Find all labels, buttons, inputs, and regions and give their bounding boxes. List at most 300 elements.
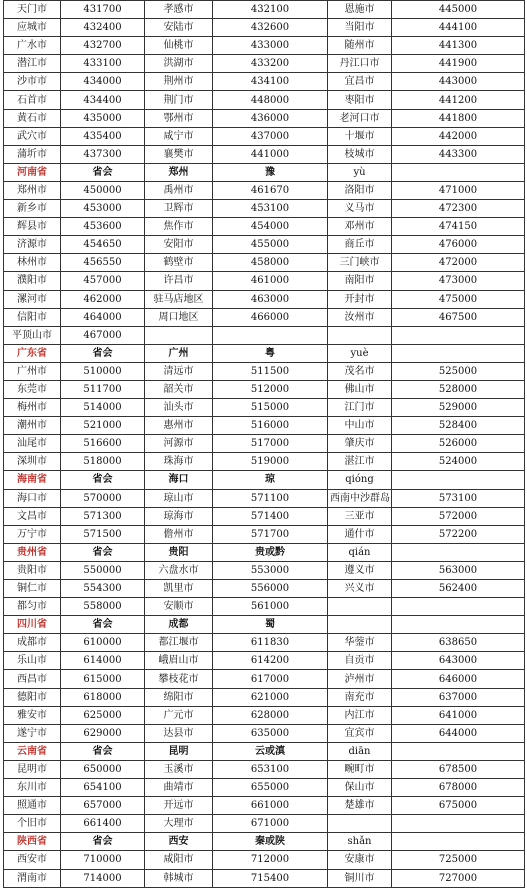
city-name-cell: 凯里市 (145, 580, 213, 598)
province-name: 广东省 (4, 344, 61, 362)
capital-city: 成都 (145, 616, 213, 634)
postal-code-cell: 678000 (392, 779, 525, 797)
postal-code-cell: 516000 (213, 417, 328, 435)
postal-code-cell: 433200 (213, 55, 328, 73)
table-row (4, 453, 525, 471)
table-row (4, 200, 525, 218)
table-row (4, 525, 525, 543)
empty-cell (392, 616, 525, 634)
city-name-cell: 六盘水市 (145, 561, 213, 579)
postal-code-cell: 657000 (61, 797, 145, 815)
table-row (4, 73, 525, 91)
postal-code-cell: 454650 (61, 236, 145, 254)
postal-code-cell: 445000 (392, 1, 525, 19)
city-name-cell: 卫辉市 (145, 200, 213, 218)
postal-code-cell: 610000 (61, 634, 145, 652)
postal-code-cell: 472300 (392, 200, 525, 218)
city-name-cell: 佛山市 (328, 380, 392, 398)
postal-code-cell: 435000 (61, 109, 145, 127)
abbreviation-pinyin (328, 616, 392, 634)
table-row (4, 308, 525, 326)
abbreviation-pinyin: qióng (328, 471, 392, 489)
postal-code-cell: 458000 (213, 254, 328, 272)
city-name-cell: 信阳市 (4, 308, 61, 326)
city-name-cell: 曲靖市 (145, 779, 213, 797)
table-row (4, 181, 525, 199)
city-name-cell: 潜江市 (4, 55, 61, 73)
city-name-cell: 义马市 (328, 200, 392, 218)
city-name-cell: 大理市 (145, 815, 213, 833)
city-name-cell: 乐山市 (4, 652, 61, 670)
postal-code-cell: 618000 (61, 688, 145, 706)
postal-code-cell: 437000 (213, 127, 328, 145)
postal-code-cell: 437300 (61, 145, 145, 163)
postal-code-cell: 528000 (392, 380, 525, 398)
table-row (4, 37, 525, 55)
table-row (4, 272, 525, 290)
table-row (4, 290, 525, 308)
postal-code-cell: 715400 (213, 869, 328, 887)
postal-code-cell: 432100 (213, 1, 328, 19)
postal-code-cell: 473000 (392, 272, 525, 290)
postal-code-cell: 573100 (392, 489, 525, 507)
province-header-row (4, 344, 525, 362)
city-name-cell: 个旧市 (4, 815, 61, 833)
postal-code-cell: 441800 (392, 109, 525, 127)
city-name-cell: 琼山市 (145, 489, 213, 507)
city-name-cell: 铜仁市 (4, 580, 61, 598)
province-abbreviation: 粤 (213, 344, 328, 362)
city-name-cell: 绵阳市 (145, 688, 213, 706)
table-row (4, 869, 525, 887)
city-name-cell: 开远市 (145, 797, 213, 815)
postal-code-cell: 475000 (392, 290, 525, 308)
province-header-row (4, 543, 525, 561)
city-name-cell: 天门市 (4, 1, 61, 19)
city-name-cell: 恩施市 (328, 1, 392, 19)
capital-city: 郑州 (145, 163, 213, 181)
table-row (4, 851, 525, 869)
city-name-cell: 清远市 (145, 362, 213, 380)
postal-code-cell: 453600 (61, 218, 145, 236)
table-row (4, 797, 525, 815)
postal-code-cell: 638650 (392, 634, 525, 652)
city-name-cell: 禹州市 (145, 181, 213, 199)
table-row (4, 55, 525, 73)
table-row (4, 507, 525, 525)
city-name-cell: 黄石市 (4, 109, 61, 127)
postal-code-cell: 671000 (213, 815, 328, 833)
table-row (4, 362, 525, 380)
city-name-cell: 峨眉山市 (145, 652, 213, 670)
capital-label: 省会 (61, 616, 145, 634)
table-row (4, 127, 525, 145)
postal-code-cell: 561000 (213, 598, 328, 616)
table-row (4, 634, 525, 652)
postal-code-cell: 443000 (392, 73, 525, 91)
city-name-cell: 枝城市 (328, 145, 392, 163)
city-name-cell: 玉溪市 (145, 760, 213, 778)
city-name-cell: 昆明市 (4, 760, 61, 778)
capital-city: 海口 (145, 471, 213, 489)
postal-code-cell: 571400 (213, 507, 328, 525)
city-name-cell: 丹江口市 (328, 55, 392, 73)
city-name-cell: 济源市 (4, 236, 61, 254)
postal-code-cell: 628000 (213, 706, 328, 724)
postal-code-cell: 641000 (392, 706, 525, 724)
city-name-cell: 许昌市 (145, 272, 213, 290)
table-row (4, 670, 525, 688)
postal-code-cell: 570000 (61, 489, 145, 507)
postal-code-cell: 675000 (392, 797, 525, 815)
postal-code-cell: 572200 (392, 525, 525, 543)
postal-code-cell: 653100 (213, 760, 328, 778)
postal-code-cell (213, 326, 328, 344)
city-name-cell: 珠海市 (145, 453, 213, 471)
postal-code-cell: 455000 (213, 236, 328, 254)
postal-code-cell: 646000 (392, 670, 525, 688)
postal-code-cell: 433000 (213, 37, 328, 55)
postal-code-cell: 476000 (392, 236, 525, 254)
postal-code-cell: 453000 (61, 200, 145, 218)
postal-code-cell: 572000 (392, 507, 525, 525)
city-name-cell: 西安市 (4, 851, 61, 869)
province-header-row (4, 833, 525, 851)
postal-code-cell: 461670 (213, 181, 328, 199)
city-name-cell: 江门市 (328, 399, 392, 417)
empty-cell (392, 163, 525, 181)
city-name-cell: 三亚市 (328, 507, 392, 525)
city-name-cell: 万宁市 (4, 525, 61, 543)
postal-code-cell: 457000 (61, 272, 145, 290)
city-name-cell: 咸宁市 (145, 127, 213, 145)
postal-code-cell: 441200 (392, 91, 525, 109)
city-name-cell: 潮州市 (4, 417, 61, 435)
table-row (4, 724, 525, 742)
province-header-row (4, 742, 525, 760)
postal-code-cell: 512000 (213, 380, 328, 398)
city-name-cell: 鄂州市 (145, 109, 213, 127)
empty-cell (392, 344, 525, 362)
province-name: 陕西省 (4, 833, 61, 851)
table-row (4, 399, 525, 417)
table-row (4, 91, 525, 109)
city-name-cell: 洛阳市 (328, 181, 392, 199)
city-name-cell: 应城市 (4, 19, 61, 37)
city-name-cell: 焦作市 (145, 218, 213, 236)
table-row (4, 145, 525, 163)
table-row (4, 19, 525, 37)
city-name-cell: 都江堰市 (145, 634, 213, 652)
city-name-cell: 达县市 (145, 724, 213, 742)
city-name-cell: 肇庆市 (328, 435, 392, 453)
table-row (4, 652, 525, 670)
city-name-cell: 茂名市 (328, 362, 392, 380)
city-name-cell: 石首市 (4, 91, 61, 109)
postal-code-cell: 441300 (392, 37, 525, 55)
city-name-cell: 驻马店地区 (145, 290, 213, 308)
postal-code-cell: 661000 (213, 797, 328, 815)
city-name-cell: 荆州市 (145, 73, 213, 91)
city-name-cell: 西昌市 (4, 670, 61, 688)
city-name-cell: 洪湖市 (145, 55, 213, 73)
city-name-cell: 南阳市 (328, 272, 392, 290)
postal-code-cell: 436000 (213, 109, 328, 127)
postal-code-cell: 511700 (61, 380, 145, 398)
postal-code-cell: 443300 (392, 145, 525, 163)
empty-cell (392, 833, 525, 851)
city-name-cell: 泸州市 (328, 670, 392, 688)
postal-code-cell: 462000 (61, 290, 145, 308)
postal-code-cell: 467000 (61, 326, 145, 344)
postal-code-cell: 529000 (392, 399, 525, 417)
city-name-cell (328, 326, 392, 344)
postal-code-cell: 432400 (61, 19, 145, 37)
city-name-cell: 枣阳市 (328, 91, 392, 109)
postal-code-cell: 432600 (213, 19, 328, 37)
postal-code-cell: 464000 (61, 308, 145, 326)
city-name-cell (328, 815, 392, 833)
city-name-cell: 安康市 (328, 851, 392, 869)
city-name-cell: 照通市 (4, 797, 61, 815)
abbreviation-pinyin: shǎn (328, 833, 392, 851)
city-name-cell: 襄樊市 (145, 145, 213, 163)
table-row (4, 1, 525, 19)
postal-code-cell: 571700 (213, 525, 328, 543)
city-name-cell: 安阳市 (145, 236, 213, 254)
postal-code-cell (392, 326, 525, 344)
postal-code-cell: 655000 (213, 779, 328, 797)
city-name-cell: 通什市 (328, 525, 392, 543)
postal-code-cell: 615000 (61, 670, 145, 688)
table-row (4, 380, 525, 398)
city-name-cell: 邓州市 (328, 218, 392, 236)
postal-code-cell: 510000 (61, 362, 145, 380)
city-name-cell: 宜宾市 (328, 724, 392, 742)
postal-code-cell: 514000 (61, 399, 145, 417)
postal-code-cell: 456550 (61, 254, 145, 272)
postal-code-cell: 521000 (61, 417, 145, 435)
city-name-cell: 广水市 (4, 37, 61, 55)
city-name-cell: 雅安市 (4, 706, 61, 724)
province-header-row (4, 616, 525, 634)
city-name-cell: 梅州市 (4, 399, 61, 417)
city-name-cell: 汕尾市 (4, 435, 61, 453)
empty-cell (392, 471, 525, 489)
postal-code-cell: 432700 (61, 37, 145, 55)
postal-code-cell: 511500 (213, 362, 328, 380)
postal-code-cell: 528400 (392, 417, 525, 435)
postal-code-cell: 474150 (392, 218, 525, 236)
city-name-cell: 十堰市 (328, 127, 392, 145)
table-row (4, 598, 525, 616)
postal-code-cell: 524000 (392, 453, 525, 471)
empty-cell (392, 742, 525, 760)
city-name-cell: 内江市 (328, 706, 392, 724)
postal-code-cell: 442000 (392, 127, 525, 145)
city-name-cell: 新乡市 (4, 200, 61, 218)
abbreviation-pinyin: qián (328, 543, 392, 561)
city-name-cell: 韩城市 (145, 869, 213, 887)
postal-code-cell: 450000 (61, 181, 145, 199)
postal-code-cell: 710000 (61, 851, 145, 869)
abbreviation-pinyin: yuè (328, 344, 392, 362)
city-name-cell: 兴义市 (328, 580, 392, 598)
province-header-row (4, 163, 525, 181)
city-name-cell: 汝州市 (328, 308, 392, 326)
table-body (4, 1, 525, 888)
city-name-cell: 孝感市 (145, 1, 213, 19)
postal-code-cell: 727000 (392, 869, 525, 887)
city-name-cell: 开封市 (328, 290, 392, 308)
postal-code-cell: 617000 (213, 670, 328, 688)
city-name-cell: 儋州市 (145, 525, 213, 543)
table-row (4, 779, 525, 797)
city-name-cell: 河源市 (145, 435, 213, 453)
postal-code-cell: 461000 (213, 272, 328, 290)
city-name-cell: 安陆市 (145, 19, 213, 37)
postal-code-cell: 556000 (213, 580, 328, 598)
table-row (4, 815, 525, 833)
postal-code-cell: 571500 (61, 525, 145, 543)
city-name-cell: 海口市 (4, 489, 61, 507)
capital-label: 省会 (61, 833, 145, 851)
postal-code-cell: 515000 (213, 399, 328, 417)
postal-code-cell: 712000 (213, 851, 328, 869)
city-name-cell: 自贡市 (328, 652, 392, 670)
city-name-cell: 老河口市 (328, 109, 392, 127)
capital-city: 广州 (145, 344, 213, 362)
postal-code-cell: 433100 (61, 55, 145, 73)
city-name-cell: 湛江市 (328, 453, 392, 471)
postal-code-cell: 466000 (213, 308, 328, 326)
table-row (4, 435, 525, 453)
postal-code-cell: 434100 (213, 73, 328, 91)
city-name-cell: 遂宁市 (4, 724, 61, 742)
postal-code-table (3, 0, 525, 888)
abbreviation-pinyin: diān (328, 742, 392, 760)
postal-code-cell: 467500 (392, 308, 525, 326)
city-name-cell: 攀枝花市 (145, 670, 213, 688)
city-name-cell: 辉县市 (4, 218, 61, 236)
capital-label: 省会 (61, 471, 145, 489)
city-name-cell: 都匀市 (4, 598, 61, 616)
postal-code-cell: 463000 (213, 290, 328, 308)
table-row (4, 236, 525, 254)
city-name-cell: 楚雄市 (328, 797, 392, 815)
postal-code-cell: 441900 (392, 55, 525, 73)
city-name-cell (328, 598, 392, 616)
city-name-cell: 韶关市 (145, 380, 213, 398)
table-row (4, 688, 525, 706)
empty-cell (392, 543, 525, 561)
capital-city: 昆明 (145, 742, 213, 760)
postal-code-cell: 431700 (61, 1, 145, 19)
postal-code-cell: 525000 (392, 362, 525, 380)
postal-code-cell: 661400 (61, 815, 145, 833)
table-row (4, 254, 525, 272)
province-name: 贵州省 (4, 543, 61, 561)
city-name-cell: 贵阳市 (4, 561, 61, 579)
postal-code-cell: 454000 (213, 218, 328, 236)
province-name: 云南省 (4, 742, 61, 760)
postal-code-cell: 434400 (61, 91, 145, 109)
postal-code-cell: 714000 (61, 869, 145, 887)
postal-code-cell: 444100 (392, 19, 525, 37)
city-name-cell: 林州市 (4, 254, 61, 272)
postal-code-cell: 516600 (61, 435, 145, 453)
city-name-cell: 郑州市 (4, 181, 61, 199)
table-row (4, 326, 525, 344)
postal-code-cell: 553000 (213, 561, 328, 579)
postal-code-cell: 434000 (61, 73, 145, 91)
capital-city: 贵阳 (145, 543, 213, 561)
city-name-cell: 成都市 (4, 634, 61, 652)
postal-code-cell: 643000 (392, 652, 525, 670)
city-name-cell: 文昌市 (4, 507, 61, 525)
postal-code-cell: 637000 (392, 688, 525, 706)
capital-city: 西安 (145, 833, 213, 851)
postal-code-cell: 725000 (392, 851, 525, 869)
postal-code-cell: 571100 (213, 489, 328, 507)
city-name-cell: 咸阳市 (145, 851, 213, 869)
city-name-cell: 随州市 (328, 37, 392, 55)
postal-code-cell: 562400 (392, 580, 525, 598)
province-abbreviation: 贵或黔 (213, 543, 328, 561)
table-row (4, 760, 525, 778)
city-name-cell: 琼海市 (145, 507, 213, 525)
city-name-cell: 宜昌市 (328, 73, 392, 91)
table-row (4, 561, 525, 579)
city-name-cell: 漯河市 (4, 290, 61, 308)
province-abbreviation: 豫 (213, 163, 328, 181)
city-name-cell: 畹町市 (328, 760, 392, 778)
postal-code-cell: 654100 (61, 779, 145, 797)
postal-code-cell: 453100 (213, 200, 328, 218)
province-abbreviation: 琼 (213, 471, 328, 489)
city-name-cell: 德阳市 (4, 688, 61, 706)
table-row (4, 580, 525, 598)
city-name-cell: 周口地区 (145, 308, 213, 326)
city-name-cell: 华蓥市 (328, 634, 392, 652)
postal-code-cell: 625000 (61, 706, 145, 724)
postal-code-cell: 554300 (61, 580, 145, 598)
postal-code-cell: 435400 (61, 127, 145, 145)
capital-label: 省会 (61, 742, 145, 760)
city-name-cell: 鹤壁市 (145, 254, 213, 272)
postal-code-cell: 517000 (213, 435, 328, 453)
postal-code-cell: 558000 (61, 598, 145, 616)
capital-label: 省会 (61, 163, 145, 181)
table-row (4, 489, 525, 507)
postal-code-cell: 629000 (61, 724, 145, 742)
postal-code-cell: 563000 (392, 561, 525, 579)
city-name-cell: 三门峡市 (328, 254, 392, 272)
city-name-cell: 南充市 (328, 688, 392, 706)
postal-code-cell: 519000 (213, 453, 328, 471)
city-name-cell: 蒲圻市 (4, 145, 61, 163)
city-name-cell: 仙桃市 (145, 37, 213, 55)
city-name-cell: 荆门市 (145, 91, 213, 109)
postal-code-cell: 471000 (392, 181, 525, 199)
city-name-cell: 遵义市 (328, 561, 392, 579)
province-abbreviation: 蜀 (213, 616, 328, 634)
postal-code-cell: 621000 (213, 688, 328, 706)
city-name-cell: 保山市 (328, 779, 392, 797)
postal-code-cell: 571300 (61, 507, 145, 525)
postal-code-cell: 611830 (213, 634, 328, 652)
city-name-cell: 濮阳市 (4, 272, 61, 290)
